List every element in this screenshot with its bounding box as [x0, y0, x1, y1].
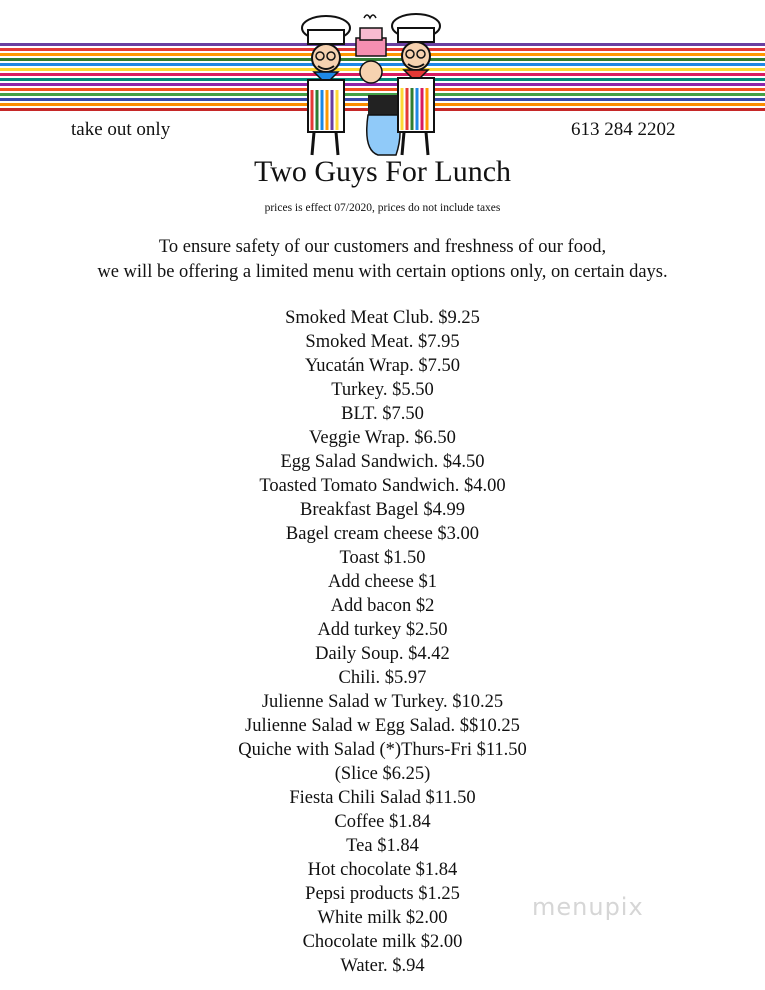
- menu-item: Egg Salad Sandwich. $4.50: [280, 452, 485, 472]
- restaurant-title: Two Guys For Lunch: [253, 155, 512, 188]
- watermark: menupix: [532, 893, 644, 921]
- phone-number: 613 284 2202: [571, 119, 676, 140]
- menu-item: Coffee $1.84: [334, 812, 431, 832]
- menu-item: Chili. $5.97: [338, 668, 427, 688]
- menu-item: (Slice $6.25): [334, 764, 431, 784]
- menu-list: [0, 306, 765, 978]
- menu-item: Water. $.94: [340, 956, 425, 976]
- menu-item: Smoked Meat Club. $9.25: [285, 308, 480, 328]
- takeout-note: take out only: [71, 119, 171, 140]
- menu-item: Quiche with Salad (*)Thurs-Fri $11.50: [238, 740, 527, 760]
- menu-item: Yucatán Wrap. $7.50: [304, 356, 461, 376]
- intro-text: [0, 235, 765, 285]
- menu-item: Tea $1.84: [346, 836, 419, 856]
- menu-item: Add cheese $1: [328, 572, 437, 592]
- menu-item: BLT. $7.50: [341, 404, 424, 424]
- menu-item: Julienne Salad w Egg Salad. $$10.25: [245, 716, 520, 736]
- menu-item: Pepsi products $1.25: [305, 884, 460, 904]
- menu-item: Breakfast Bagel $4.99: [300, 500, 465, 520]
- menu-item: Add bacon $2: [330, 596, 435, 616]
- two-chefs-with-cake-icon: [268, 10, 473, 162]
- menu-item: Julienne Salad w Turkey. $10.25: [261, 692, 504, 712]
- menu-item: Chocolate milk $2.00: [302, 932, 463, 952]
- menu-item: Daily Soup. $4.42: [315, 644, 450, 664]
- menu-item: Toasted Tomato Sandwich. $4.00: [259, 476, 506, 496]
- menu-item: Turkey. $5.50: [331, 380, 434, 400]
- menu-item: Fiesta Chili Salad $11.50: [289, 788, 476, 808]
- menu-item: Smoked Meat. $7.95: [305, 332, 460, 352]
- menu-item: White milk $2.00: [317, 908, 448, 928]
- intro-line-1: To ensure safety of our customers and freshness of our food,: [158, 237, 607, 257]
- intro-line-2: we will be offering a limited menu with certain options only, on certain days.: [97, 262, 668, 282]
- menu-item: Toast $1.50: [339, 548, 426, 568]
- menu-item: Bagel cream cheese $3.00: [285, 524, 480, 544]
- menu-item: Hot chocolate $1.84: [307, 860, 458, 880]
- menu-item: Add turkey $2.50: [317, 620, 448, 640]
- menu-item: Veggie Wrap. $6.50: [309, 428, 456, 448]
- prices-note: prices is effect 07/2020, prices do not include taxes: [264, 202, 501, 214]
